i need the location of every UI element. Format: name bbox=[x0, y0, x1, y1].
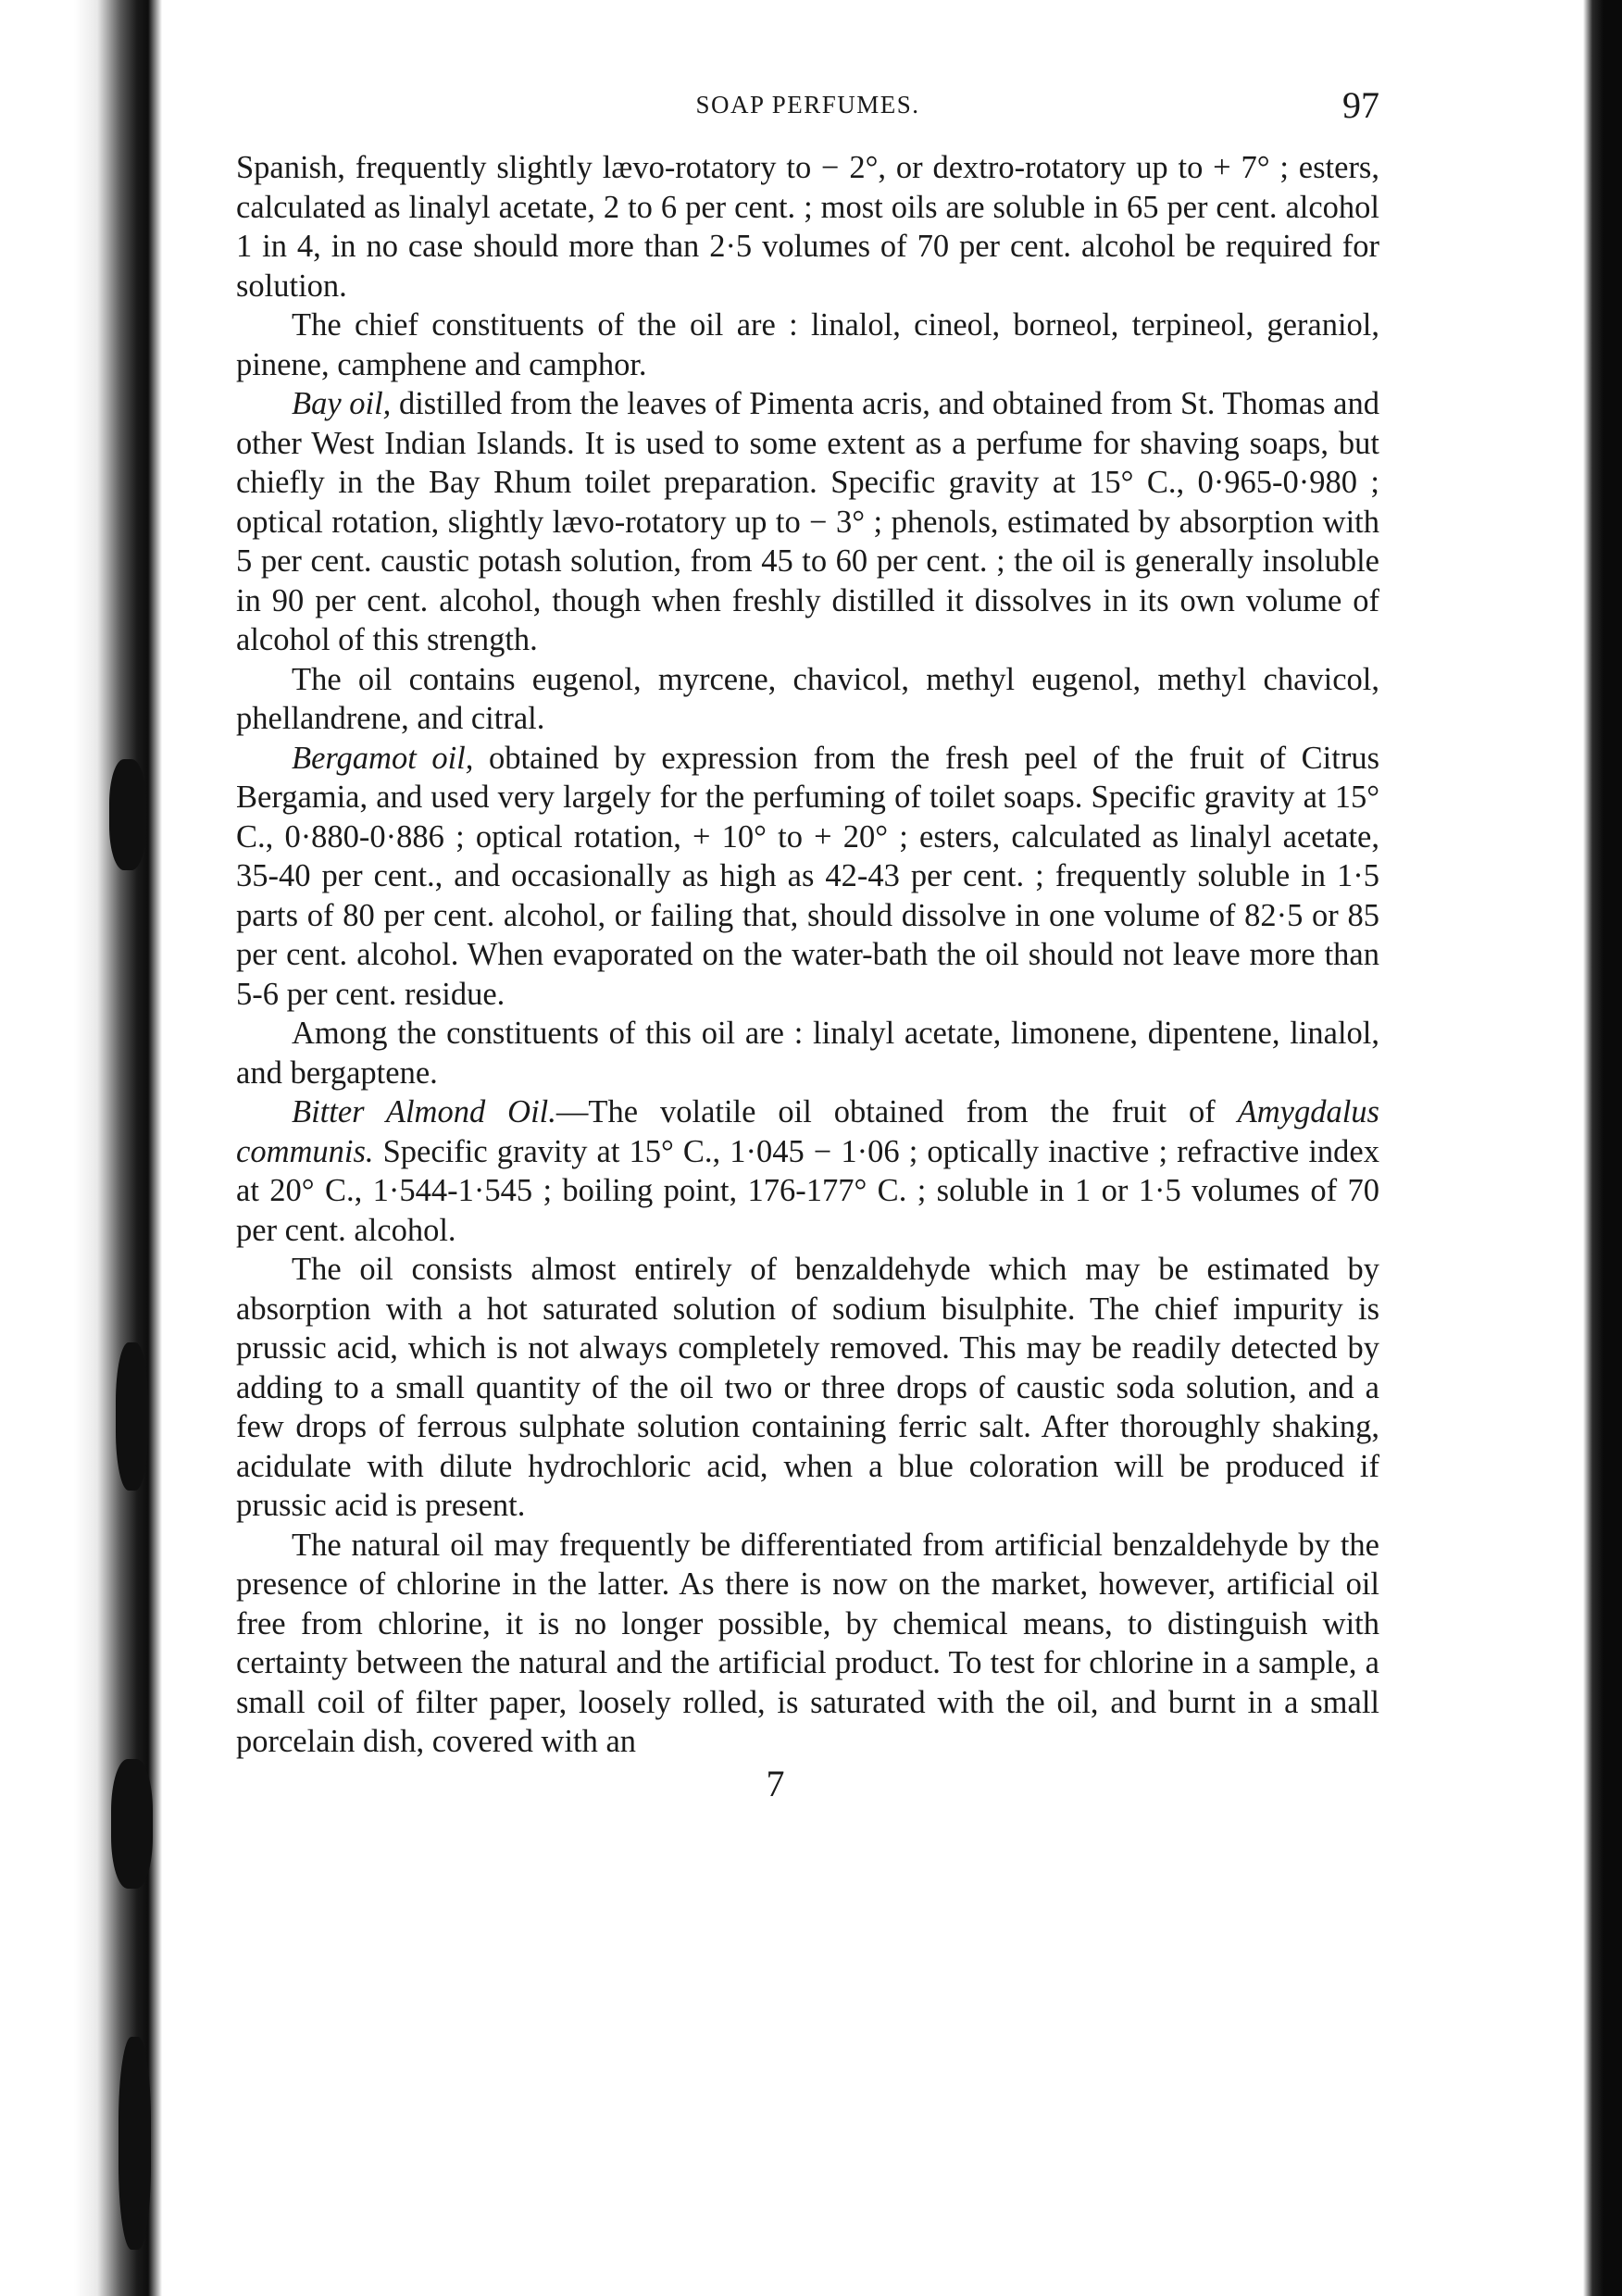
paragraph bbox=[236, 148, 1379, 306]
running-title: SOAP PERFUMES. bbox=[695, 91, 920, 119]
paragraph bbox=[236, 384, 1379, 660]
paragraph-text: obtained by expression from the fresh peel of the fruit of Citrus Bergamia, and used very largely for the perfuming of toilet soaps. Specific gravity at 15° C., 0·880-0·886 ; optical rotation, + 10° to + 20° ; esters, calculated as linalyl acetate, 35-40 per cent., and occasionally as high as 42-43 per cent. ; frequently soluble in 1·5 parts of 80 per cent. alcohol, or failing that, should dissolve in one volume of 82·5 or 85 per cent. alcohol. When evaporated on the water-bath the oil should not leave more than 5-6 per cent. residue. bbox=[236, 740, 1379, 1012]
paragraph-text: Spanish, frequently slightly lævo-rotatory to − 2°, or dextro-rotatory up to + 7° ; esters, calculated as linalyl acetate, 2 to 6 per cent. ; most oils are soluble in 65 per cent. alcohol 1 in 4, in no case should more than 2·5 volumes of 70 per cent. alcohol be required for solution. bbox=[236, 150, 1379, 304]
running-head bbox=[236, 83, 1379, 139]
paragraph bbox=[236, 660, 1379, 739]
paragraph bbox=[236, 739, 1379, 1015]
entry-term: Bay oil, bbox=[292, 386, 392, 421]
paragraph bbox=[236, 1092, 1379, 1250]
paragraph-text: —The volatile oil obtained from the fruit of bbox=[555, 1094, 1238, 1129]
scan-smudge bbox=[111, 1759, 153, 1889]
scan-smudge bbox=[116, 1342, 148, 1491]
paragraph-text: Among the constituents of this oil are : linalyl acetate, limonene, dipentene, linalol, and bergaptene. bbox=[236, 1016, 1379, 1091]
paragraph bbox=[236, 1250, 1379, 1526]
paragraph-text: The natural oil may frequently be differentiated from artificial benzaldehyde by the presence of chlorine in the latter. As there is now on the market, however, artificial oil free from chlorine, it is no longer possible, by chemical means, to distinguish with certainty between the natural and the artificial product. To test for chlorine in a sample, a small coil of filter paper, loosely rolled, is saturated with the oil, and burnt in a small porcelain dish, covered with an bbox=[236, 1527, 1379, 1759]
scan-smudge bbox=[109, 759, 146, 870]
paragraph bbox=[236, 1014, 1379, 1092]
species-name: Amygdalus communis. bbox=[236, 1094, 1379, 1169]
page-number: 97 bbox=[1342, 84, 1379, 126]
scan-right-edge bbox=[1566, 0, 1622, 2296]
signature-mark: 7 bbox=[766, 1762, 785, 1804]
paragraph bbox=[236, 306, 1379, 384]
paragraph-text: The oil contains eugenol, myrcene, chavicol, methyl eugenol, methyl chavicol, phellandrene, and citral. bbox=[236, 661, 1379, 736]
body-text bbox=[236, 148, 1379, 1762]
entry-term: Bitter Almond Oil. bbox=[292, 1094, 556, 1129]
paragraph-text: The oil consists almost entirely of benzaldehyde which may be estimated by absorption with a hot saturated solution of sodium bisulphite. The chief impurity is prussic acid, which is not always completely removed. This may be readily detected by adding to a small quantity of the oil two or three drops of caustic soda solution, and a few drops of ferrous sulphate solution containing ferric salt. After thoroughly shaking, acidulate with dilute hydrochloric acid, when a blue coloration will be produced if prussic acid is present. bbox=[236, 1252, 1379, 1523]
book-page bbox=[236, 83, 1379, 1805]
paragraph-text: Specific gravity at 15° C., 1·045 − 1·06 ; optically inactive ; refractive index at 20° C., 1·544-1·545 ; boiling point, 176-177° C. ; soluble in 1 or 1·5 volumes of 70 per cent. alcohol. bbox=[236, 1133, 1379, 1248]
paragraph bbox=[236, 1526, 1379, 1762]
scan-binding-edge bbox=[0, 0, 162, 2296]
paragraph-text: distilled from the leaves of Pimenta acris, and obtained from St. Thomas and other West Indian Islands. It is used to some extent as a perfume for shaving soaps, but chiefly in the Bay Rhum toilet preparation. Specific gravity at 15° C., 0·965-0·980 ; optical rotation, slightly lævo-rotatory up to − 3° ; phenols, estimated by absorption with 5 per cent. caustic potash solution, from 45 to 60 per cent. ; the oil is generally insoluble in 90 per cent. alcohol, though when freshly distilled it dissolves in its own volume of alcohol of this strength. bbox=[236, 386, 1379, 657]
entry-term: Bergamot oil, bbox=[292, 740, 474, 776]
paragraph-text: The chief constituents of the oil are : linalol, cineol, borneol, terpineol, geraniol, pinene, camphene and camphor. bbox=[236, 307, 1379, 382]
scan-smudge bbox=[119, 2037, 151, 2250]
